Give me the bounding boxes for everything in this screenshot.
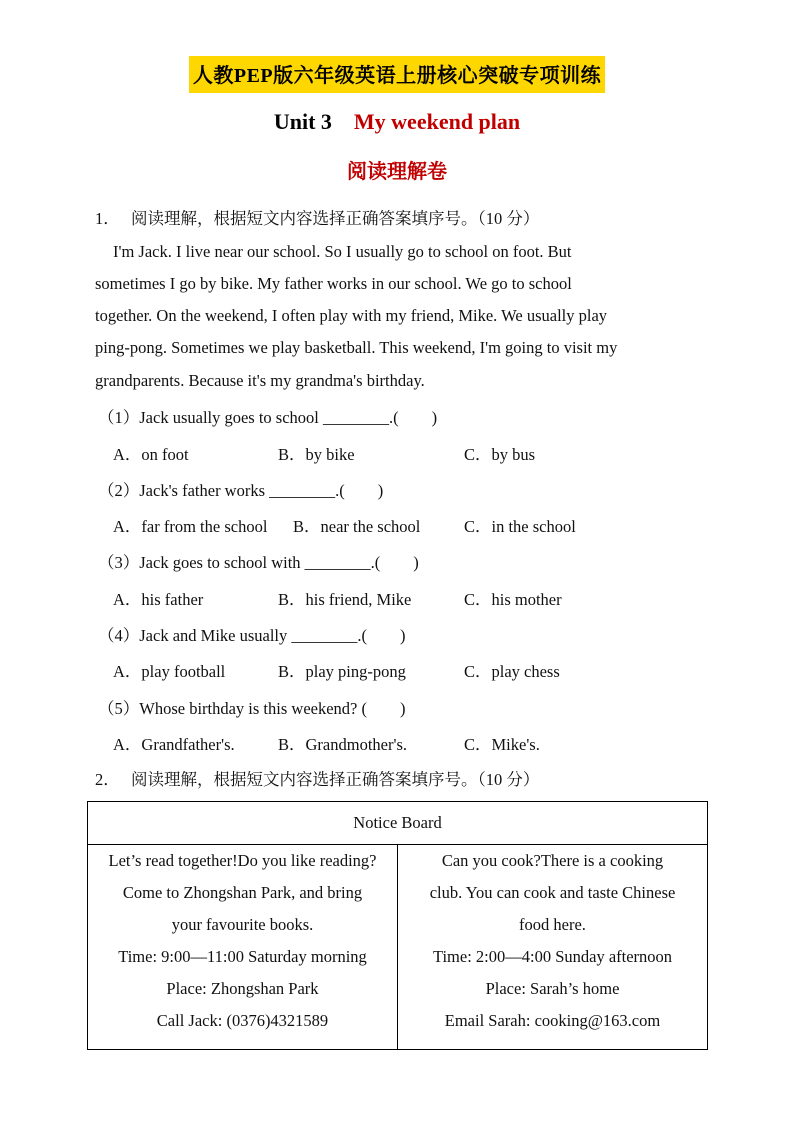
notice-line: your favourite books. [171, 915, 314, 934]
option-c: C．his mother [464, 590, 562, 609]
question-1-heading [95, 205, 539, 229]
option-c: C．by bus [464, 445, 536, 464]
passage-line: grandparents. Because it's my grandma's birthday. [95, 371, 425, 390]
sub-question-3: （3）Jack goes to school with ________.( ) [98, 553, 419, 572]
series-banner: 人教PEP版六年级英语上册核心突破专项训练 [189, 56, 605, 93]
notice-line: Call Jack: (0376)4321589 [156, 1011, 329, 1030]
option-a: A．far from the school [113, 517, 268, 536]
notice-line: club. You can cook and taste Chinese [429, 883, 676, 902]
passage-line: I'm Jack. I live near our school. So I usually go to school on foot. But [113, 242, 572, 261]
notice-line: Time: 9:00—11:00 Saturday morning [118, 947, 367, 966]
option-c: C．play chess [464, 662, 560, 681]
unit-number: Unit 3 [273, 109, 332, 134]
passage-line: sometimes I go by bike. My father works in our school. We go to school [95, 274, 572, 293]
question-2-heading [95, 766, 539, 790]
option-b: B．by bike [278, 445, 355, 464]
notice-line: Email Sarah: cooking@163.com [444, 1011, 661, 1030]
passage-line: ping-pong. Sometimes we play basketball. This weekend, I'm going to visit my [95, 338, 618, 357]
notice-line: Let’s read together!Do you like reading? [108, 851, 377, 870]
option-b: B．his friend, Mike [278, 590, 412, 609]
sub-question-4: （4）Jack and Mike usually ________.( ) [98, 626, 406, 645]
section-title: 阅读理解卷 [347, 161, 447, 183]
question-2-instruction: 阅读理解，根据短文内容选择正确答案填序号。（10 分） [131, 770, 540, 789]
passage-line: together. On the weekend, I often play with my friend, Mike. We usually play [95, 306, 608, 325]
option-b: B．Grandmother's. [278, 735, 407, 754]
question-2-number: 2． [95, 770, 120, 789]
notice-line: Place: Zhongshan Park [166, 979, 319, 998]
option-a: A．play football [113, 662, 226, 681]
notice-board-title: Notice Board [88, 802, 708, 845]
option-c: C．in the school [464, 517, 576, 536]
sub-question-2: （2）Jack's father works ________.( ) [98, 481, 384, 500]
notice-line: food here. [519, 915, 586, 934]
unit-title [0, 109, 794, 135]
question-1-instruction: 阅读理解，根据短文内容选择正确答案填序号。（10 分） [131, 209, 540, 228]
banner-row [0, 56, 794, 93]
sub-question-5: （5）Whose birthday is this weekend? ( ) [98, 699, 406, 718]
question-1-number: 1． [95, 209, 120, 228]
option-c: C．Mike's. [464, 735, 540, 754]
option-b: B．near the school [293, 517, 421, 536]
option-a: A．his father [113, 590, 204, 609]
notice-line: Time: 2:00—4:00 Sunday afternoon [432, 947, 673, 966]
notice-line: Come to Zhongshan Park, and bring [122, 883, 363, 902]
reading-club-notice [88, 845, 398, 1050]
sub-question-1: （1）Jack usually goes to school ________.( ) [98, 408, 438, 427]
notice-line: Can you cook?There is a cooking [441, 851, 664, 870]
cooking-club-notice [398, 845, 708, 1050]
option-a: A．on foot [113, 445, 189, 464]
notice-board-table [87, 801, 708, 1050]
option-b: B．play ping-pong [278, 662, 406, 681]
option-a: A．Grandfather's. [113, 735, 235, 754]
unit-name: My weekend plan [353, 109, 521, 134]
notice-line: Place: Sarah’s home [485, 979, 620, 998]
